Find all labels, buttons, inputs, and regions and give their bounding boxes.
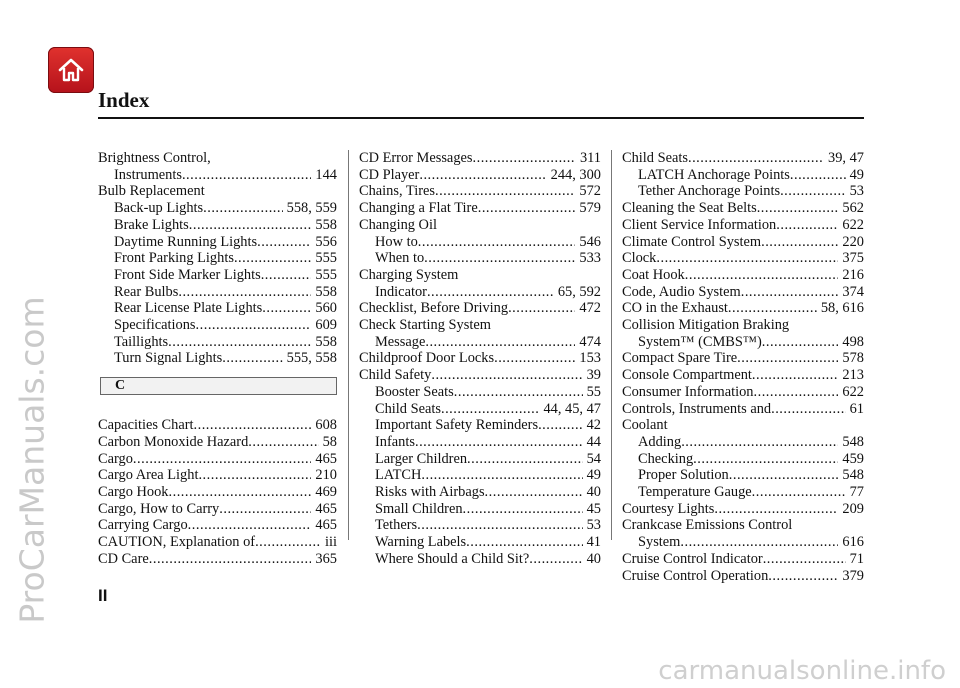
entry-text: Small Children — [375, 500, 463, 517]
entry-text: Front Parking Lights — [114, 250, 234, 267]
page-reference: 465 — [315, 450, 337, 467]
dot-leader — [494, 350, 575, 367]
index-entry[interactable] — [359, 317, 601, 334]
entry-text: Cargo, How to Carry — [98, 500, 220, 517]
dot-leader — [728, 300, 817, 317]
entry-text: Brightness Control, — [98, 150, 211, 166]
entry-text: Warning Labels — [375, 534, 467, 551]
index-subentry[interactable] — [359, 384, 601, 401]
page-reference: 65, 592 — [557, 283, 601, 300]
index-subentry[interactable] — [359, 517, 601, 534]
section-letter-header: C — [100, 377, 337, 395]
entry-text: CD Care — [98, 550, 149, 567]
entry-text: Where Should a Child Sit? — [375, 550, 530, 567]
index-entry[interactable] — [622, 367, 864, 384]
dot-leader — [485, 484, 583, 501]
index-subentry[interactable] — [98, 300, 337, 317]
dot-leader — [463, 501, 583, 518]
index-subentry[interactable] — [359, 434, 601, 451]
index-entry[interactable] — [622, 384, 864, 401]
page-reference: 220 — [842, 233, 864, 250]
entry-text: Climate Control System — [622, 233, 762, 250]
page-reference: 77 — [849, 484, 864, 501]
page-reference: 153 — [579, 350, 601, 367]
entry-text: Cruise Control Operation — [622, 567, 769, 584]
entry-text: Carbon Monoxide Hazard — [98, 433, 249, 450]
page-reference: 558 — [315, 216, 337, 233]
index-column-1 — [98, 150, 337, 567]
page-reference: 533 — [579, 250, 601, 267]
entry-text: Client Service Information — [622, 216, 777, 233]
index-entry[interactable] — [98, 484, 337, 501]
home-icon — [56, 55, 86, 85]
entry-text: Checking — [638, 450, 694, 467]
entry-text: Rear License Plate Lights — [114, 300, 263, 317]
index-subentry[interactable] — [359, 467, 601, 484]
dot-leader — [771, 401, 846, 418]
dot-leader — [248, 434, 318, 451]
dot-leader — [196, 317, 312, 334]
page-reference: 213 — [842, 367, 864, 384]
page-title: Index — [98, 88, 150, 112]
dot-leader — [454, 384, 583, 401]
dot-leader — [737, 350, 838, 367]
entry-text: How to — [375, 233, 418, 250]
page-reference: 555 — [315, 266, 337, 283]
entry-text: System — [638, 534, 681, 551]
index-entry[interactable] — [622, 200, 864, 217]
dot-leader — [757, 200, 839, 217]
entry-text: Rear Bulbs — [114, 283, 179, 300]
index-subentry[interactable] — [359, 501, 601, 518]
page-reference: 465 — [315, 517, 337, 534]
page-reference: 55 — [586, 383, 601, 400]
index-entry[interactable] — [98, 417, 337, 434]
index-subentry[interactable] — [622, 167, 864, 184]
entry-text: Cargo Area Light — [98, 467, 199, 484]
page-reference: 374 — [842, 283, 864, 300]
dot-leader — [421, 467, 582, 484]
page-reference: 616 — [842, 534, 864, 551]
page-reference: 40 — [586, 550, 601, 567]
entry-text: Important Safety Reminders — [375, 417, 539, 434]
entry-text: Chains, Tires — [359, 183, 435, 200]
page-reference: 42 — [586, 417, 601, 434]
page-reference: 469 — [315, 483, 337, 500]
page-reference: 578 — [842, 350, 864, 367]
index-entry[interactable] — [622, 150, 864, 167]
entry-text: Child Seats — [622, 150, 688, 166]
entry-text: Instruments — [114, 166, 182, 183]
dot-leader — [508, 300, 575, 317]
index-subentry[interactable] — [359, 284, 601, 301]
index-entry[interactable] — [98, 434, 337, 451]
page-reference: 472 — [579, 300, 601, 317]
entry-text: Temperature Gauge — [638, 484, 752, 501]
entry-text: Message — [375, 333, 426, 350]
dot-leader — [194, 417, 312, 434]
column-divider — [348, 150, 349, 540]
index-subentry[interactable] — [98, 284, 337, 301]
entry-text: CAUTION, Explanation of — [98, 534, 256, 551]
index-subentry[interactable] — [98, 167, 337, 184]
page-number: II — [98, 586, 108, 605]
index-subentry[interactable] — [622, 534, 864, 551]
index-subentry[interactable] — [622, 467, 864, 484]
entry-text: Console Compartment — [622, 367, 752, 384]
dot-leader — [182, 167, 311, 184]
dot-leader — [234, 250, 311, 267]
page-reference: 562 — [842, 200, 864, 217]
entry-text: Cargo Hook — [98, 483, 169, 500]
dot-leader — [149, 551, 312, 568]
entry-text: CD Error Messages — [359, 150, 473, 166]
dot-leader — [219, 501, 311, 518]
entry-text: Courtesy Lights — [622, 500, 715, 517]
page-reference: 210 — [315, 467, 337, 484]
index-entry[interactable] — [622, 234, 864, 251]
page-reference: 209 — [842, 500, 864, 517]
dot-leader — [466, 534, 582, 551]
dot-leader — [198, 467, 311, 484]
page-reference: 41 — [586, 534, 601, 551]
entry-text: Front Side Marker Lights — [114, 266, 261, 283]
dot-leader — [478, 200, 576, 217]
entry-text: LATCH Anchorage Points — [638, 166, 790, 183]
page-reference: 365 — [315, 550, 337, 567]
page-reference: 572 — [579, 183, 601, 200]
page-reference: 498 — [842, 333, 864, 350]
entry-text: Consumer Information — [622, 383, 754, 400]
index-subentry[interactable] — [622, 451, 864, 468]
entry-text: CO in the Exhaust — [622, 300, 728, 317]
dot-leader — [761, 234, 838, 251]
page-reference: 548 — [842, 467, 864, 484]
dot-leader — [529, 551, 582, 568]
dot-leader — [262, 300, 311, 317]
page-reference: 465 — [315, 500, 337, 517]
page-reference: 54 — [586, 450, 601, 467]
entry-text: Daytime Running Lights — [114, 233, 258, 250]
entry-text: Coat Hook — [622, 266, 685, 283]
entry-text: Booster Seats — [375, 383, 454, 400]
entry-text: Checklist, Before Driving — [359, 300, 509, 317]
page-reference: 555, 558 — [286, 350, 337, 367]
dot-leader — [538, 417, 583, 434]
dot-leader — [768, 568, 838, 585]
index-entry[interactable] — [622, 217, 864, 234]
entry-text: Brake Lights — [114, 216, 189, 233]
dot-leader — [754, 384, 839, 401]
dot-leader — [168, 334, 311, 351]
dot-leader — [685, 267, 839, 284]
index-subentry[interactable] — [359, 551, 601, 568]
entry-text: Changing a Flat Tire — [359, 200, 478, 217]
index-subentry[interactable] — [359, 534, 601, 551]
index-entry[interactable] — [98, 150, 337, 167]
index-entry[interactable] — [622, 551, 864, 568]
index-entry[interactable] — [359, 150, 601, 167]
dot-leader — [741, 284, 839, 301]
page-reference: 379 — [842, 567, 864, 584]
dot-leader — [752, 367, 839, 384]
page-reference: 44, 45, 47 — [543, 400, 601, 417]
index-entry[interactable] — [98, 183, 337, 200]
index-entry[interactable] — [622, 267, 864, 284]
index-subentry[interactable] — [98, 317, 337, 334]
index-entry[interactable] — [359, 350, 601, 367]
entry-text: Bulb Replacement — [98, 183, 205, 200]
page-reference: 44 — [586, 433, 601, 450]
entry-text: Cargo — [98, 450, 133, 467]
index-subentry[interactable] — [98, 250, 337, 267]
dot-leader — [762, 334, 839, 351]
dot-leader — [688, 150, 824, 167]
page-reference: 546 — [579, 233, 601, 250]
entry-text: Infants — [375, 433, 415, 450]
entry-text: Risks with Airbags — [375, 484, 485, 501]
page-reference: 459 — [842, 450, 864, 467]
dot-leader — [418, 234, 576, 251]
dot-leader — [203, 200, 282, 217]
index-subentry[interactable] — [622, 183, 864, 200]
column-divider — [611, 150, 612, 540]
index-entry[interactable] — [622, 568, 864, 585]
entry-text: Crankcase Emissions Control — [622, 517, 793, 534]
page-reference: 58 — [322, 433, 337, 450]
entry-text: Charging System — [359, 266, 459, 283]
index-subentry[interactable] — [98, 350, 337, 367]
index-subentry[interactable] — [622, 484, 864, 501]
page-reference: 556 — [315, 233, 337, 250]
page-reference: 558 — [315, 283, 337, 300]
dot-leader — [714, 501, 838, 518]
dot-leader — [189, 217, 312, 234]
page-reference: 560 — [315, 300, 337, 317]
dot-leader — [415, 434, 583, 451]
dot-leader — [680, 534, 838, 551]
index-subentry[interactable] — [98, 234, 337, 251]
entry-text: Carrying Cargo — [98, 517, 188, 534]
entry-text: Check Starting System — [359, 317, 491, 334]
entry-text: Code, Audio System — [622, 283, 741, 300]
entry-text: LATCH — [375, 467, 422, 484]
entry-text: Child Seats — [375, 400, 441, 417]
index-entry[interactable] — [98, 534, 337, 551]
entry-text: Changing Oil — [359, 216, 437, 233]
page-reference: 311 — [579, 150, 601, 166]
entry-text: Coolant — [622, 417, 668, 434]
entry-text: Controls, Instruments and — [622, 400, 772, 417]
index-entry[interactable] — [622, 250, 864, 267]
page-reference: iii — [325, 534, 337, 551]
dot-leader — [419, 167, 546, 184]
dot-leader — [752, 484, 846, 501]
index-entry[interactable] — [359, 183, 601, 200]
entry-text: Tethers — [375, 517, 418, 534]
index-subentry[interactable] — [359, 401, 601, 418]
bottom-watermark: carmanualsonline.info — [658, 656, 946, 686]
dot-leader — [431, 367, 582, 384]
index-entry[interactable] — [98, 451, 337, 468]
page-reference: 558, 559 — [286, 200, 337, 217]
dot-leader — [656, 250, 838, 267]
page-reference: 144 — [315, 166, 337, 183]
index-subentry[interactable] — [98, 334, 337, 351]
entry-text: Larger Children — [375, 450, 468, 467]
index-subentry[interactable] — [98, 217, 337, 234]
dot-leader — [441, 401, 539, 418]
page-reference: 49 — [849, 166, 864, 183]
entry-text: Back-up Lights — [114, 200, 204, 217]
index-entry[interactable] — [622, 401, 864, 418]
page-reference: 40 — [586, 484, 601, 501]
entry-text: Tether Anchorage Points — [638, 183, 781, 200]
home-button[interactable] — [48, 47, 94, 93]
dot-leader — [425, 334, 575, 351]
dot-leader — [261, 267, 312, 284]
index-entry[interactable] — [622, 417, 864, 434]
page-reference: 39 — [586, 367, 601, 384]
index-entry[interactable] — [359, 167, 601, 184]
dot-leader — [780, 183, 846, 200]
index-subentry[interactable] — [98, 200, 337, 217]
index-subentry[interactable] — [98, 267, 337, 284]
dot-leader — [693, 451, 838, 468]
page-reference: 558 — [315, 333, 337, 350]
index-entry[interactable] — [622, 300, 864, 317]
entry-text: Compact Spare Tire — [622, 350, 738, 367]
entry-text: Collision Mitigation Braking — [622, 317, 790, 334]
entry-text: Indicator — [375, 283, 427, 300]
dot-leader — [763, 551, 846, 568]
page-reference: 622 — [842, 216, 864, 233]
page-reference: 53 — [849, 183, 864, 200]
index-subentry[interactable] — [359, 250, 601, 267]
page-reference: 45 — [586, 500, 601, 517]
index-column-2 — [359, 150, 601, 568]
index-entry[interactable] — [622, 501, 864, 518]
dot-leader — [178, 284, 311, 301]
page-reference: 474 — [579, 333, 601, 350]
index-entry[interactable] — [98, 501, 337, 518]
dot-leader — [222, 350, 282, 367]
dot-leader — [467, 451, 583, 468]
index-entry[interactable] — [98, 467, 337, 484]
index-subentry[interactable] — [622, 434, 864, 451]
index-entry[interactable] — [98, 517, 337, 534]
index-entry[interactable] — [622, 517, 864, 534]
index-subentry[interactable] — [359, 484, 601, 501]
dot-leader — [776, 217, 838, 234]
entry-text: Adding — [638, 433, 682, 450]
page-reference: 49 — [586, 467, 601, 484]
page-reference: 244, 300 — [550, 166, 601, 183]
index-column-3 — [622, 150, 864, 584]
dot-leader — [417, 517, 582, 534]
page-reference: 58, 616 — [820, 300, 864, 317]
dot-leader — [790, 167, 846, 184]
index-entry[interactable] — [98, 551, 337, 568]
page-reference: 375 — [842, 250, 864, 267]
entry-text: Taillights — [114, 333, 169, 350]
dot-leader — [681, 434, 838, 451]
dot-leader — [424, 250, 575, 267]
dot-leader — [427, 284, 554, 301]
entry-text: Cruise Control Indicator — [622, 550, 763, 567]
entry-text: CD Player — [359, 166, 420, 183]
index-subentry[interactable] — [359, 234, 601, 251]
index-subentry[interactable] — [622, 334, 864, 351]
page-reference: 71 — [849, 550, 864, 567]
entry-text: Cleaning the Seat Belts — [622, 200, 757, 217]
dot-leader — [133, 451, 311, 468]
index-entry[interactable] — [359, 367, 601, 384]
entry-text: When to — [375, 250, 425, 267]
index-subentry[interactable] — [359, 334, 601, 351]
page-reference: 39, 47 — [828, 150, 864, 166]
page-reference: 61 — [849, 400, 864, 417]
entry-text: Childproof Door Locks — [359, 350, 495, 367]
side-watermark — [8, 240, 56, 680]
dot-leader — [435, 183, 575, 200]
page-reference: 548 — [842, 433, 864, 450]
index-entry[interactable] — [359, 300, 601, 317]
index-entry[interactable] — [622, 317, 864, 334]
page-reference: 53 — [586, 517, 601, 534]
index-entry[interactable] — [622, 284, 864, 301]
entry-text: Child Safety — [359, 367, 432, 384]
page-reference: 609 — [315, 317, 337, 334]
page-reference: 608 — [315, 417, 337, 434]
entry-text: Specifications — [114, 317, 196, 334]
page-reference: 579 — [579, 200, 601, 217]
dot-leader — [169, 484, 312, 501]
entry-text: Clock — [622, 250, 657, 267]
index-subentry[interactable] — [359, 451, 601, 468]
dot-leader — [188, 517, 312, 534]
entry-text: Capacities Chart — [98, 417, 194, 434]
index-entry[interactable] — [359, 267, 601, 284]
title-rule — [98, 117, 864, 119]
dot-leader — [257, 234, 311, 251]
entry-text: Proper Solution — [638, 467, 729, 484]
dot-leader — [729, 467, 839, 484]
page-reference: 216 — [842, 266, 864, 283]
page-reference: 622 — [842, 383, 864, 400]
page-reference: 555 — [315, 250, 337, 267]
index-entry[interactable] — [359, 217, 601, 234]
index-subentry[interactable] — [359, 417, 601, 434]
entry-text: Turn Signal Lights — [114, 350, 223, 367]
side-watermark-text: ProCarManuals.com — [12, 296, 52, 624]
index-entry[interactable] — [622, 350, 864, 367]
dot-leader — [473, 150, 576, 167]
dot-leader — [255, 534, 321, 551]
entry-text: System™ (CMBS™) — [638, 333, 762, 350]
index-entry[interactable] — [359, 200, 601, 217]
